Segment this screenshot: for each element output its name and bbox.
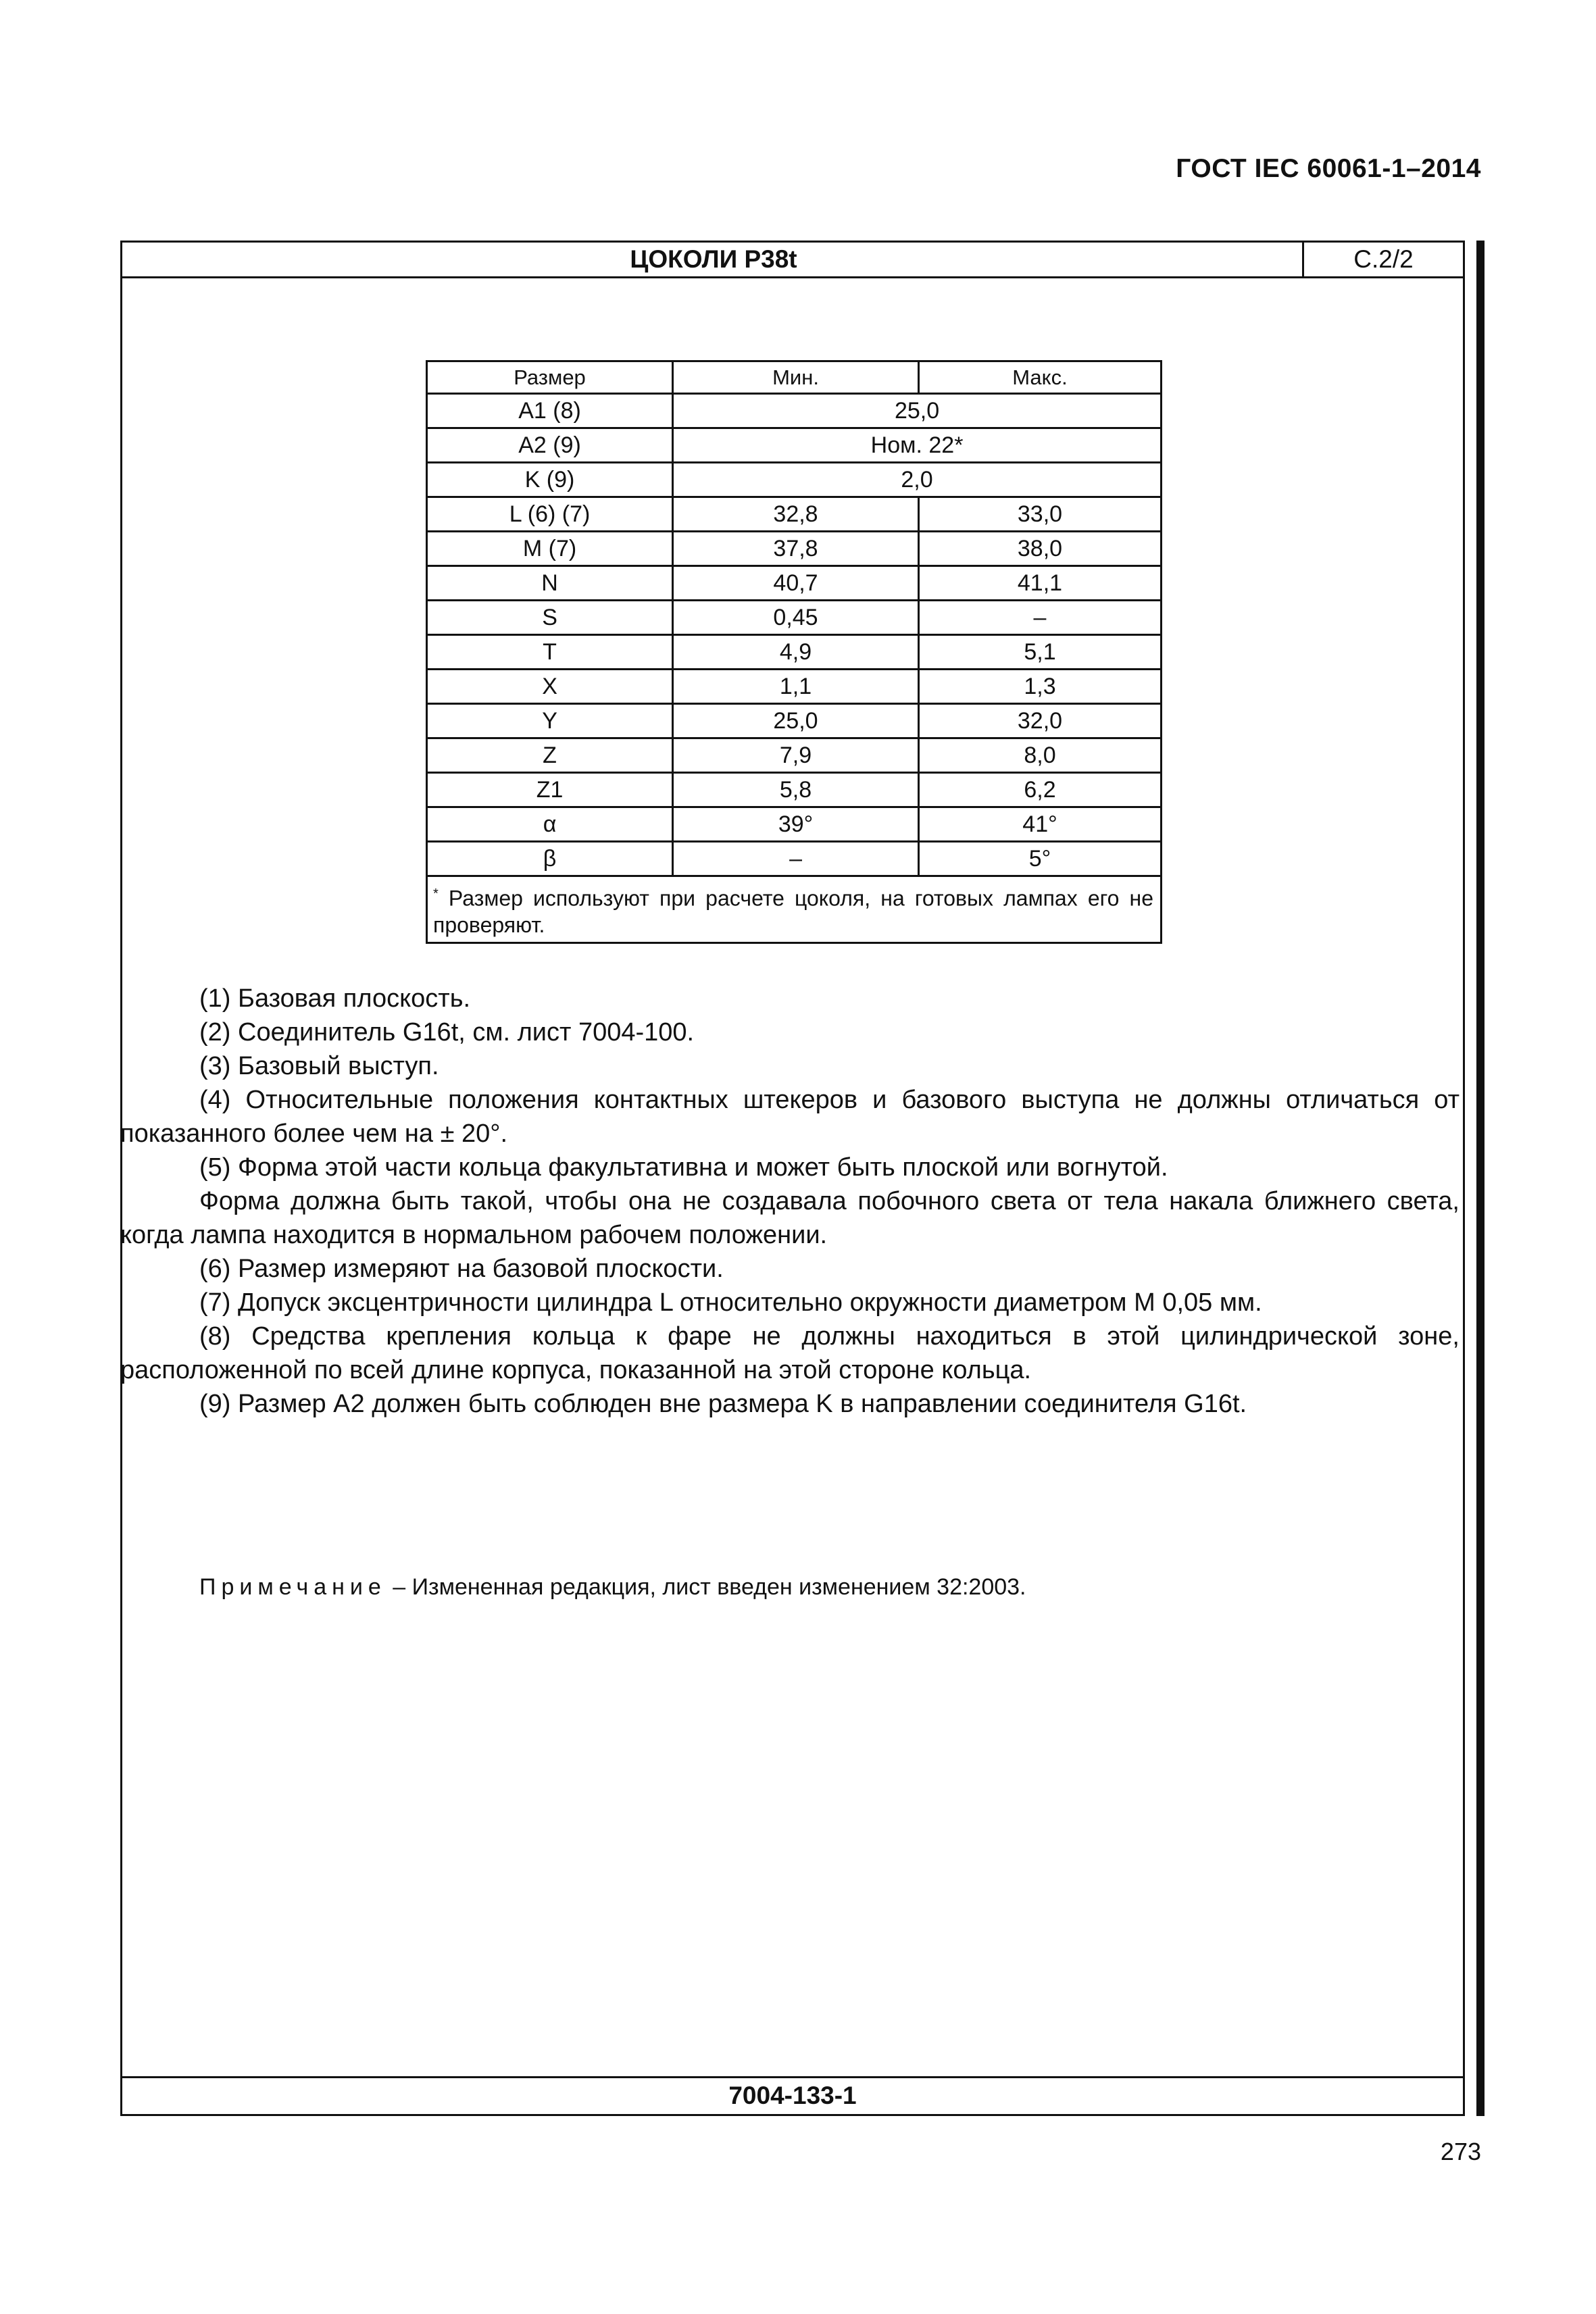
dimension-value: Ном. 22* (673, 428, 1162, 463)
table-row (427, 566, 1162, 601)
note-item: (1) Базовая плоскость. (199, 984, 471, 1013)
dimension-min: 40,7 (673, 566, 919, 601)
sheet-title: ЦОКОЛИ P38t (630, 245, 797, 273)
dimension-min: – (673, 842, 919, 876)
standard-designation: ГОСТ IEC 60061-1–2014 (1176, 154, 1481, 183)
dimension-max: – (918, 601, 1161, 635)
dimension-max: 1,3 (918, 670, 1161, 704)
table-row (427, 635, 1162, 670)
note-item: (4) Относительные положения контактных штекеров и базового выступа не должны отличаться от показанного более чем на ± 20°. (120, 1086, 1460, 1148)
column-header-max: Макс. (918, 361, 1161, 394)
table-footnote (427, 876, 1162, 943)
dimension-name: β (427, 842, 673, 876)
dimension-value: 25,0 (673, 394, 1162, 428)
dimension-min: 0,45 (673, 601, 919, 635)
column-header-size: Размер (427, 361, 673, 394)
table-row (427, 497, 1162, 532)
table-row (427, 773, 1162, 807)
footnote-mark: * (433, 886, 439, 901)
dimension-name: N (427, 566, 673, 601)
dimension-min: 7,9 (673, 738, 919, 773)
table-row (427, 704, 1162, 738)
table-row (427, 601, 1162, 635)
dimension-name: K (9) (427, 463, 673, 497)
dimension-value: 2,0 (673, 463, 1162, 497)
table-row (427, 738, 1162, 773)
column-header-min: Мин. (673, 361, 919, 394)
dimension-max: 5° (918, 842, 1161, 876)
dimension-name: Z (427, 738, 673, 773)
dimension-max: 6,2 (918, 773, 1161, 807)
dimension-min: 5,8 (673, 773, 919, 807)
note-item: (3) Базовый выступ. (199, 1052, 439, 1080)
table-row (427, 807, 1162, 842)
table-row (427, 428, 1162, 463)
dimensions-table (426, 360, 1162, 944)
table-row (427, 394, 1162, 428)
notes-list (120, 982, 1460, 1421)
dimension-min: 25,0 (673, 704, 919, 738)
table-row (427, 532, 1162, 566)
dimension-name: Z1 (427, 773, 673, 807)
dimension-name: L (6) (7) (427, 497, 673, 532)
note-item: (2) Соединитель G16t, см. лист 7004-100. (199, 1018, 695, 1047)
table-row (427, 463, 1162, 497)
note-item: (8) Средства крепления кольца к фаре не должны находиться в этой цилиндрической зоне, расположенной по всей длине корпуса, показанной на этой стороне кольца. (120, 1322, 1460, 1384)
table-footnote-row (427, 876, 1162, 943)
dimension-max: 8,0 (918, 738, 1161, 773)
dimension-name: Y (427, 704, 673, 738)
table-row (427, 842, 1162, 876)
note-item: (5) Форма этой части кольца факультативна и может быть плоской или вогнутой. (199, 1153, 1168, 1182)
remark-text: – Измененная редакция, лист введен изменением 32:2003. (386, 1574, 1026, 1600)
dimension-name: X (427, 670, 673, 704)
dimension-name: α (427, 807, 673, 842)
dimension-name: T (427, 635, 673, 670)
dimension-min: 32,8 (673, 497, 919, 532)
dimension-max: 5,1 (918, 635, 1161, 670)
dimension-name: A1 (8) (427, 394, 673, 428)
note-item: (9) Размер А2 должен быть соблюден вне размера K в направлении соединителя G16t. (199, 1390, 1247, 1418)
footnote-text: Размер используют при расчете цоколя, на готовых лампах его не проверяют. (433, 886, 1154, 938)
dimension-max: 41,1 (918, 566, 1161, 601)
note-item: Форма должна быть такой, чтобы она не создавала побочного света от тела накала ближнего света, когда лампа находится в нормальном рабочем положении. (120, 1187, 1460, 1249)
note-item: (6) Размер измеряют на базовой плоскости. (199, 1255, 724, 1283)
note-item: (7) Допуск эксцентричности цилиндра L относительно окружности диаметром М 0,05 мм. (199, 1288, 1262, 1317)
dimension-max: 41° (918, 807, 1161, 842)
dimension-min: 4,9 (673, 635, 919, 670)
dimension-min: 1,1 (673, 670, 919, 704)
sheet-number: С.2/2 (1302, 243, 1463, 276)
dimension-max: 38,0 (918, 532, 1161, 566)
dimension-min: 39° (673, 807, 919, 842)
remark (199, 1574, 1026, 1601)
remark-label: Примечание (199, 1574, 386, 1600)
dimension-max: 33,0 (918, 497, 1161, 532)
table-row (427, 670, 1162, 704)
dimension-max: 32,0 (918, 704, 1161, 738)
page-number: 273 (1440, 2138, 1481, 2165)
frame-thick-edge (1476, 241, 1485, 2116)
dimension-name: M (7) (427, 532, 673, 566)
dimension-min: 37,8 (673, 532, 919, 566)
dimension-name: A2 (9) (427, 428, 673, 463)
dimension-name: S (427, 601, 673, 635)
sheet-title-row (122, 243, 1463, 278)
sheet-code: 7004-133-1 (122, 2076, 1463, 2114)
table-header-row (427, 361, 1162, 394)
